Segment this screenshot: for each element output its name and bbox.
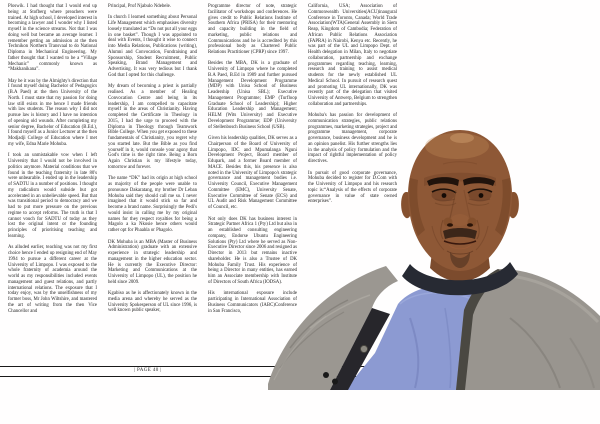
paragraph: Principal, Prof Njabulo Ndebele. (108, 4, 172, 9)
paragraph: His international exposure include participating in International Association of Business Communicators (IABC)Conference in San Francisco, (208, 291, 297, 314)
face (401, 130, 519, 271)
paragraph: Not only does DK has business interest in Strategic Partner Africa 1 (Pty) Ltd but also in an established consulting engineering company, Endorse Ubuntu Engineering Solutions (Pty) Ltd where he served as Non-Executive Director since 2006 and resigned as Director in 2013 but remains inactive shareholder. He is also a Trustee of DK Mohuba Family Trust. His experience of being a Director in many entities, has earned him an Associate membership with Institute of Directors of South Africa (IODSA). (208, 216, 297, 285)
paragraph: May be it was by the Almighty's direction that I found myself doing Bachelor of Pedagogics (B.A Paed) at the then University of the North. I must state that my passion for doing law still exists in me hence I made friends with law students. The reason why I did not pursue law is history and I have no intention of opening old wounds. After completing my senior degree, Bachelor of Education (B.Ed.), I found myself as a Junior Lecturer at the then Modjadji College of Education where I met my wife, Edna Marie Mohuba. (8, 78, 97, 147)
paragraph: Given his leadership qualities, DK serves as a Chairperson of the Board of University of Limpopo, IDC and Mpumalanga Nguni Development Project, Board member of Edupark, and a former Board member of MACE. Besides this, his presence is also noted in the University of Limpopo's strategic governance and management bodies i.e. University Council, Executive Management Committee (EMC), University Senate, Executive Committee of Senate (ECS) and UL Audit and Risk Management Committee of Council, etc. (208, 136, 297, 211)
paragraph: In pursuit of good corporate governance, Mohuba decided to register for D.Com with the University of Limpopo and his research topic is:“Analysis of the effects of corporate governance in value of state owned enterprises”. (308, 170, 397, 205)
paragraph: My dream of becoming a priest is partially realised. As a member of Healing Convocation Centre and being in its leadership, I am compelled to capacitate myself in the areas of Christianity. Having completed the Certificate in Theology in 2015, I had the urge to proceed with the Diploma in Theology through Teamwork Bible College. When you get exposed to these fundamentals of Christianity, you regret why you started late. But the Bible as you find yourself in it, would console your agony that God's time is the right time. Being a Born Again Christian is my lifestyle today, tomorrow and forever. (108, 84, 197, 170)
paragraph: Besides the MBA, DK is a graduate of University of Limpopo where he completed B.A Paed, B.Ed in 1989 and further pursued Management Development Programme (MDP) with Unisa School of Business Leadership (Unisa SBL); Executive Management Programme; EMP (Turfloop Graduate School of Leadership); Higher Education Leadership and Management; HELM (Wits University) and Executive Development Programme; EDP (University of Stellenbosch Business School (USB). (208, 61, 297, 130)
paragraph: The name “DK” had its origin at high school as majority of the people were unable to pronounce Dakaratang, my brother Dr Leban Mohuba said they should call me so. I never imagined that it would stick so far and become a brand name. Surprisingly the Pedi's would insist in calling me by my original names for they respect royalties for being a Magolo a ka Nkosie hence others would rather opt for Phaahla or Phagolo. (108, 176, 197, 234)
paragraph: California, USA; Association of Commonwealth Universities(ACU)inaugural Conference in Toronto, Canada; World Trade Association(WTA)General Assembly in Siem Reap, Kingdom of Cambodia; Federation of African Public Relations Association (FAPRA) in Nairobi, Kenya etc. Recently, he was part of the UL and Limpopo Dept. of Health delegation in Milan, Italy to negotiate collaboration, partnership and exchange programmes regarding teaching, learning, research and training to assist medical students for the newly established UL Medical School. In pursuit of research quest and promoting UL internationally, DK was recently part of the delegation that visited University of Antwerp, Belgium to strengthen collaboration and partnerships. (308, 4, 397, 107)
paragraph: Ploswik. I had thought that I would end up being at Stofberg where preachers were trained. At high school, I developed interest in becoming a lawyer and I wonder why I listed myself in the science streams. Not that I was doing well but became an average learner. I remember getting an admission at the then Technikon Northern Transvaal to do National Diploma in Mechanical Engineering. My father thought that I wanted to be a “Village Mechanic” commonly known as “Makhanikana”. (8, 4, 97, 73)
paragraph: I took an unmistakable vow when I left University that I would not be involved in politics anymore. Material conditions that we found in the teaching fraternity in late 80's were unbearable. I ended up in the leadership of SADTU in a number of positions. I thought my radicalism would subside but got accelerated in an unbelievable speed. But that was transitional period to democracy and we had to put more pressure on the previous regime to accept reforms. The truth is that I cannot vouch for SADTU of today as they lost the original intent or the founding principles of prioritising teaching and learning. (8, 153, 97, 239)
paragraph: Kgabiso as he is affectionately known in the media arena and whereby he served as the University Spokesperson of UL since 1996, is well known public speaker, (108, 291, 197, 314)
text-column-2 (108, 4, 197, 320)
page-number-label: | PAGE 40 | (134, 367, 162, 373)
portrait-photo (260, 118, 600, 390)
paragraph: DK Mohuba is an MBA (Master of Business Administration) graduate with an extensive experience in strategic leadership and management in the higher education sector. He is currently the Executive Director: Marketing and Communications at the University of Limpopo (UL), the position he held since 2009. (108, 239, 197, 285)
paragraph: In church I learned something about Personal Life Management which emphasises diversity loosely translated as “Do not put all your eggs in one basket”. Though I was appointed to deal with Events, I thought it wise to connect into Media Relations, Publications (writing), Alumni and Convocation, Fundraising and Sponsorship, Student Recruitment, Public Speaking, Brand Management and Advertising. It was very tedious but I thank God that I opted for this challenge. (108, 15, 197, 78)
paragraph: Mohuba's has passion for development of communication strategies, public relations programmes, marketing strategies, project and programme management, corporate governance, business development and he is an opinion panelist. His further strengths lies in the analysis of policy formulation and the impact of rightful implementation of policy directives. (308, 113, 397, 165)
paragraph: Programme director of note, strategic facilitator of workshops and conferences. He gives credit to Public Relations Institute of Southern Africa (PRISA) for their mentoring and capacity building in the field of marketing, public relations and Communications and he is accredited by this professional body as Chartered Public Relations Practitioner (CPRP) since 1997. (208, 4, 297, 55)
text-column-1 (8, 4, 97, 320)
paragraph: As alluded earlier, teaching was not my first choice hence I ended up resigning end of May 1994 to pursue a different career at the University of Limpopo. I was exposed to the whole fraternity of academia around the world as my responsibilities included events management and guest relations, and partly international relations. The exposure that I today enjoy, was by the unselfishness of my former boss, Mr John Wiltshire, and mastered the art of writing from the then Vice Chancellor and (8, 245, 97, 314)
